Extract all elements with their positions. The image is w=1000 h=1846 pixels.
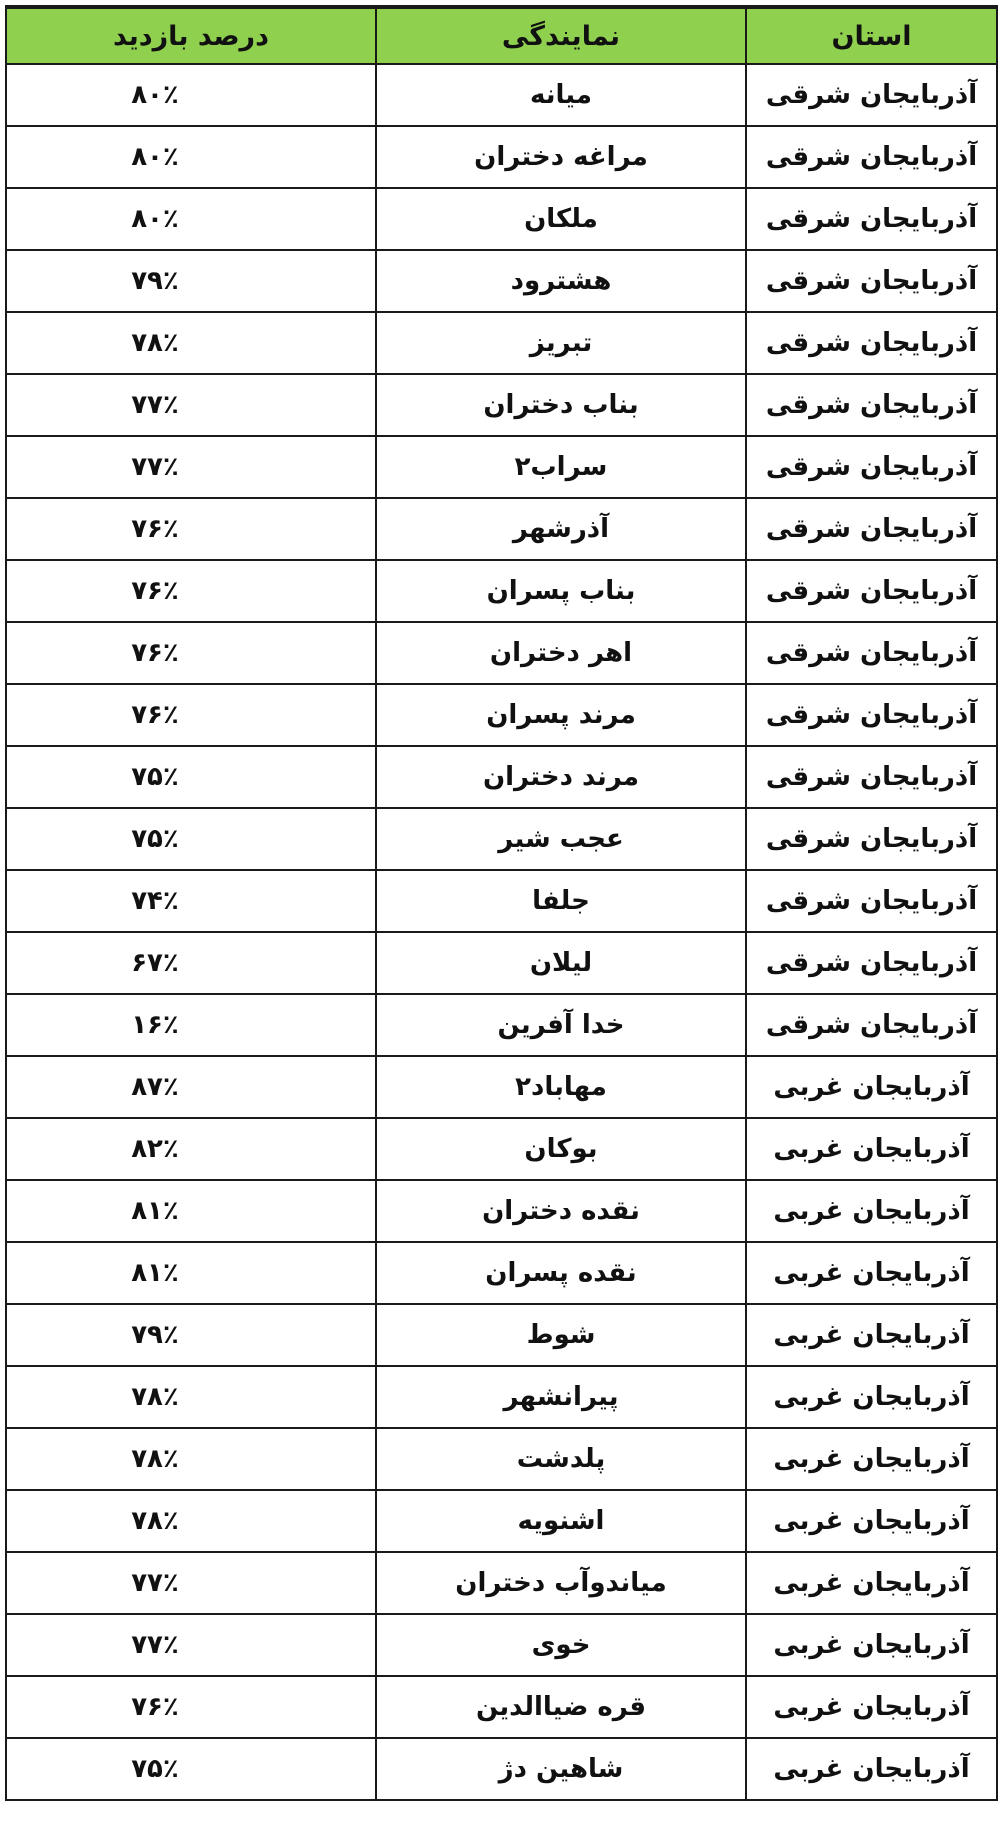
visit-percent-cell <box>6 1056 376 1118</box>
visit-percent-value: ۷۷٪ <box>131 1630 179 1660</box>
province-cell: آذربایجان غربی <box>746 1614 997 1676</box>
visit-percent-cell <box>6 1242 376 1304</box>
province-cell: آذربایجان شرقی <box>746 684 997 746</box>
province-cell: آذربایجان غربی <box>746 1552 997 1614</box>
table-row <box>6 1490 997 1552</box>
visit-percent-cell <box>6 126 376 188</box>
agency-cell: میاندوآب دختران <box>376 1552 746 1614</box>
table-row <box>6 1738 997 1800</box>
province-cell: آذربایجان شرقی <box>746 932 997 994</box>
visit-percent-value: ۸۰٪ <box>131 142 179 172</box>
agency-cell: بناب پسران <box>376 560 746 622</box>
visit-percent-cell <box>6 932 376 994</box>
visit-percent-value: ۷۵٪ <box>131 824 179 854</box>
visit-percent-cell <box>6 312 376 374</box>
table-row <box>6 1180 997 1242</box>
visit-percent-cell <box>6 498 376 560</box>
agency-cell: پیرانشهر <box>376 1366 746 1428</box>
agency-cell: مراغه دختران <box>376 126 746 188</box>
table-row <box>6 560 997 622</box>
visit-percent-value: ۷۴٪ <box>131 886 179 916</box>
province-cell: آذربایجان شرقی <box>746 126 997 188</box>
province-cell: آذربایجان غربی <box>746 1676 997 1738</box>
agency-cell: جلفا <box>376 870 746 932</box>
visit-percent-value: ۷۷٪ <box>131 390 179 420</box>
table-row <box>6 1366 997 1428</box>
table-row <box>6 64 997 126</box>
visit-percent-value: ۷۹٪ <box>131 1320 179 1350</box>
province-cell: آذربایجان شرقی <box>746 994 997 1056</box>
visit-percent-value: ۷۶٪ <box>131 576 179 606</box>
visit-percent-value: ۸۷٪ <box>131 1072 179 1102</box>
agency-cell: لیلان <box>376 932 746 994</box>
province-cell: آذربایجان غربی <box>746 1428 997 1490</box>
table-row <box>6 498 997 560</box>
visit-percent-cell <box>6 808 376 870</box>
agency-cell: ملکان <box>376 188 746 250</box>
table-row <box>6 250 997 312</box>
table-row <box>6 1614 997 1676</box>
visit-percent-value: ۷۶٪ <box>131 514 179 544</box>
table-row <box>6 932 997 994</box>
agency-cell: آذرشهر <box>376 498 746 560</box>
table-row <box>6 126 997 188</box>
province-cell: آذربایجان غربی <box>746 1242 997 1304</box>
visit-percent-value: ۸۰٪ <box>131 80 179 110</box>
visit-percent-cell <box>6 374 376 436</box>
visit-percent-cell <box>6 1490 376 1552</box>
visit-percent-value: ۸۱٪ <box>131 1258 179 1288</box>
visit-percent-cell <box>6 560 376 622</box>
table-row <box>6 870 997 932</box>
visit-percent-value: ۱۶٪ <box>131 1010 179 1040</box>
agency-cell: سراب۲ <box>376 436 746 498</box>
visit-percent-cell <box>6 250 376 312</box>
visit-percent-cell <box>6 1738 376 1800</box>
visit-percent-value: ۷۶٪ <box>131 700 179 730</box>
visit-percent-value: ۷۵٪ <box>131 762 179 792</box>
agency-cell: اشنویه <box>376 1490 746 1552</box>
agency-cell: اهر دختران <box>376 622 746 684</box>
province-cell: آذربایجان شرقی <box>746 870 997 932</box>
visit-percent-value: ۷۸٪ <box>131 1444 179 1474</box>
table-row <box>6 1676 997 1738</box>
table-row <box>6 1428 997 1490</box>
agency-cell: پلدشت <box>376 1428 746 1490</box>
visit-percent-value: ۷۸٪ <box>131 1382 179 1412</box>
visit-percent-cell <box>6 684 376 746</box>
table-row <box>6 1552 997 1614</box>
visit-percent-cell <box>6 1552 376 1614</box>
visit-percent-cell <box>6 1366 376 1428</box>
visit-percent-cell <box>6 188 376 250</box>
table-header-row <box>6 7 997 64</box>
visit-percent-cell <box>6 1118 376 1180</box>
visit-percent-value: ۷۷٪ <box>131 1568 179 1598</box>
visit-percent-value: ۷۸٪ <box>131 1506 179 1536</box>
province-cell: آذربایجان شرقی <box>746 436 997 498</box>
agency-cell: قره ضیاالدین <box>376 1676 746 1738</box>
province-cell: آذربایجان شرقی <box>746 250 997 312</box>
visit-percent-value: ۷۸٪ <box>131 328 179 358</box>
visit-percent-cell <box>6 436 376 498</box>
visit-percent-cell <box>6 1180 376 1242</box>
visit-percent-cell <box>6 746 376 808</box>
agency-cell: هشترود <box>376 250 746 312</box>
agency-cell: شاهین دژ <box>376 1738 746 1800</box>
visit-percent-value: ۷۶٪ <box>131 638 179 668</box>
visit-percent-cell <box>6 1428 376 1490</box>
visit-percent-cell <box>6 870 376 932</box>
province-cell: آذربایجان شرقی <box>746 312 997 374</box>
agency-cell: خوی <box>376 1614 746 1676</box>
province-cell: آذربایجان غربی <box>746 1738 997 1800</box>
visit-percent-value: ۷۶٪ <box>131 1692 179 1722</box>
province-cell: آذربایجان شرقی <box>746 560 997 622</box>
table-row <box>6 1304 997 1366</box>
province-cell: آذربایجان شرقی <box>746 64 997 126</box>
visit-percent-value: ۸۱٪ <box>131 1196 179 1226</box>
visit-percent-value: ۸۲٪ <box>131 1134 179 1164</box>
table-row <box>6 1118 997 1180</box>
table-row <box>6 1242 997 1304</box>
visit-percent-cell <box>6 1676 376 1738</box>
table-row <box>6 808 997 870</box>
table-row <box>6 374 997 436</box>
province-cell: آذربایجان غربی <box>746 1490 997 1552</box>
agency-cell: خدا آفرین <box>376 994 746 1056</box>
agency-cell: بناب دختران <box>376 374 746 436</box>
agency-cell: مهاباد۲ <box>376 1056 746 1118</box>
visit-percent-value: ۷۷٪ <box>131 452 179 482</box>
agency-cell: بوکان <box>376 1118 746 1180</box>
visit-percent-value: ۷۵٪ <box>131 1754 179 1784</box>
province-cell: آذربایجان شرقی <box>746 622 997 684</box>
header-agency: نمایندگی <box>376 7 746 64</box>
visit-percent-value: ۷۹٪ <box>131 266 179 296</box>
province-cell: آذربایجان شرقی <box>746 188 997 250</box>
table-row <box>6 622 997 684</box>
table-row <box>6 994 997 1056</box>
province-cell: آذربایجان شرقی <box>746 374 997 436</box>
visit-percent-cell <box>6 1304 376 1366</box>
table-row <box>6 746 997 808</box>
agency-cell: مرند دختران <box>376 746 746 808</box>
province-cell: آذربایجان غربی <box>746 1180 997 1242</box>
header-province: استان <box>746 7 997 64</box>
header-visit-percent: درصد بازدید <box>6 7 376 64</box>
province-cell: آذربایجان غربی <box>746 1056 997 1118</box>
province-cell: آذربایجان شرقی <box>746 808 997 870</box>
agency-cell: شوط <box>376 1304 746 1366</box>
agency-cell: نقده دختران <box>376 1180 746 1242</box>
table-row <box>6 684 997 746</box>
visit-percent-value: ۶۷٪ <box>131 948 179 978</box>
agency-cell: تبریز <box>376 312 746 374</box>
agency-cell: میانه <box>376 64 746 126</box>
visit-percent-cell <box>6 64 376 126</box>
table-body <box>6 64 997 1800</box>
agency-cell: نقده پسران <box>376 1242 746 1304</box>
visit-report-table <box>5 5 998 1801</box>
visit-percent-cell <box>6 622 376 684</box>
table-row <box>6 436 997 498</box>
province-cell: آذربایجان شرقی <box>746 746 997 808</box>
province-cell: آذربایجان غربی <box>746 1366 997 1428</box>
province-cell: آذربایجان شرقی <box>746 498 997 560</box>
table-row <box>6 188 997 250</box>
visit-percent-value: ۸۰٪ <box>131 204 179 234</box>
agency-cell: مرند پسران <box>376 684 746 746</box>
agency-cell: عجب شیر <box>376 808 746 870</box>
province-cell: آذربایجان غربی <box>746 1304 997 1366</box>
table-row <box>6 312 997 374</box>
visit-percent-cell <box>6 1614 376 1676</box>
table-row <box>6 1056 997 1118</box>
visit-percent-cell <box>6 994 376 1056</box>
province-cell: آذربایجان غربی <box>746 1118 997 1180</box>
